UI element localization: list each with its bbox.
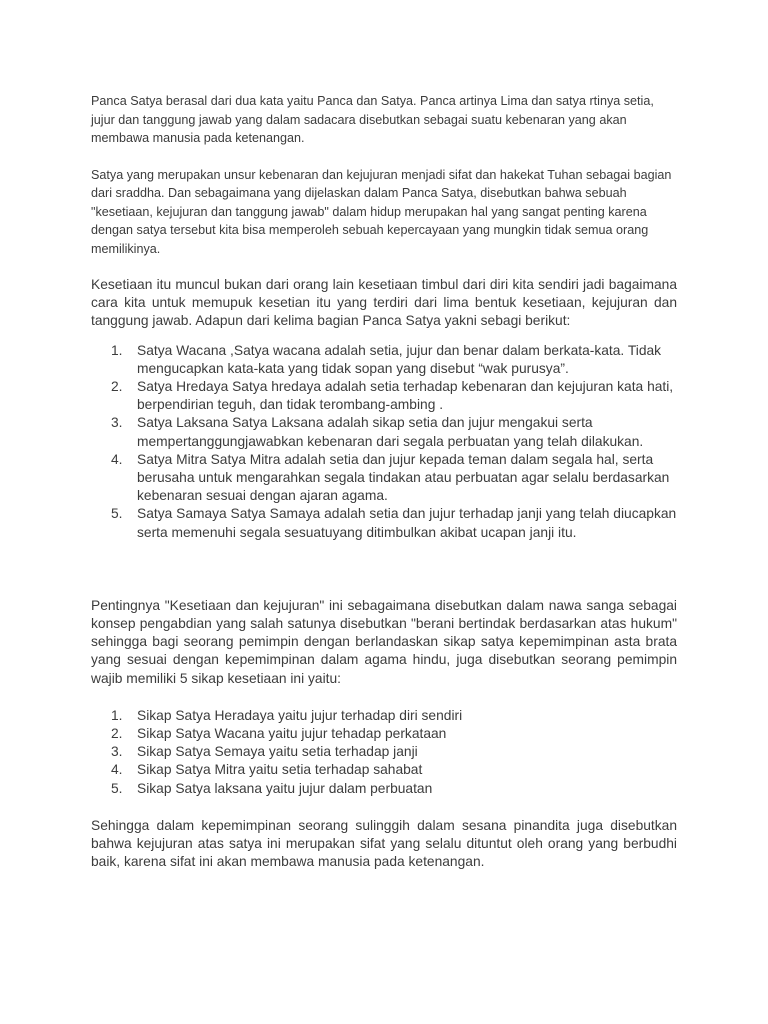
kesetiaan-paragraph: Kesetiaan itu muncul bukan dari orang lain kesetiaan timbul dari diri kita sendiri jadi bagaimana cara kita untuk memupuk kesetian itu yang terdiri dari lima bentuk kesetiaan, kejujuran dan tanggung jawab. Adapun dari kelima bagian Panca Satya yakni sebagi berikut:	[91, 277, 677, 329]
list-item	[91, 761, 677, 779]
list-item	[91, 505, 677, 541]
satya-definition-paragraph: Satya yang merupakan unsur kebenaran dan kejujuran menjadi sifat dan hakekat Tuhan sebagai bagian dari sraddha. Dan sebagaimana yang dijelaskan dalam Panca Satya, disebutkan bahwa sebuah "kesetiaan, kejujuran dan tanggung jawab" dalam hidup merupakan hal yang sangat penting karena dengan satya tersebut kita bisa memperoleh sebuah kepercayaan yang mungkin tidak semua orang memilikinya.	[91, 167, 672, 256]
list-item	[91, 743, 677, 761]
list-item-text: Sikap Satya Mitra yaitu setia terhadap sahabat	[137, 762, 423, 778]
list-item	[91, 378, 677, 414]
conclusion-paragraph: Sehingga dalam kepemimpinan seorang sulinggih dalam sesana pinandita juga disebutkan bahwa kejujuran atas satya ini merupakan sifat yang selalu dituntut oleh orang yang berbudhi baik, karena sifat ini akan membawa manusia pada ketenangan.	[91, 817, 677, 870]
list-item	[91, 414, 677, 450]
list-item-text: Sikap Satya Semaya yaitu setia terhadap janji	[137, 744, 418, 760]
intro-paragraph: Panca Satya berasal dari dua kata yaitu Panca dan Satya. Panca artinya Lima dan satya rtinya setia, jujur dan tanggung jawab yang dalam sadacara disebutkan sebagai suatu kebenaran yang akan membawa manusia pada ketenangan.	[91, 94, 654, 145]
panca-satya-list	[91, 342, 677, 542]
list-number: 5.	[111, 506, 123, 522]
list-item-text: Sikap Satya Wacana yaitu jujur tehadap perkataan	[137, 726, 447, 742]
list-number: 2.	[111, 379, 123, 395]
list-number: 1.	[111, 342, 123, 358]
list-number: 5.	[111, 780, 123, 796]
list-item-text: Sikap Satya laksana yaitu jujur dalam perbuatan	[137, 780, 433, 796]
list-number: 4.	[111, 451, 123, 467]
list-number: 2.	[111, 726, 123, 742]
list-item	[91, 780, 677, 798]
list-item-text: Satya Mitra Satya Mitra adalah setia dan jujur kepada teman dalam segala hal, serta berusaha untuk mengarahkan segala tindakan atau perbuatan agar selalu berdasarkan kebenaran sesuai dengan ajaran agama.	[137, 451, 670, 504]
list-item	[91, 725, 677, 743]
list-item	[91, 342, 677, 378]
list-item-text: Satya Wacana ,Satya wacana adalah setia, jujur dan benar dalam berkata-kata. Tidak mengucapkan kata-kata yang tidak sopan yang disebut “wak purusya”.	[137, 342, 662, 376]
list-number: 3.	[111, 744, 123, 760]
list-item-text: Satya Laksana Satya Laksana adalah sikap setia dan jujur mengakui serta mempertanggungjawabkan kebenaran dari segala perbuatan yang telah dilakukan.	[137, 415, 644, 449]
list-number: 1.	[111, 707, 123, 723]
sikap-kesetiaan-list	[91, 707, 677, 798]
list-item	[91, 451, 677, 506]
list-number: 4.	[111, 762, 123, 778]
list-number: 3.	[111, 415, 123, 431]
kepemimpinan-paragraph: Pentingnya "Kesetiaan dan kejujuran" ini sebagaimana disebutkan dalam nawa sanga sebagai konsep pengabdian yang salah satunya disebutkan "berani bertindak berdasarkan atas hukum" sehingga bagi seorang pemimpin dengan berlandaskan sikap satya kepemimpinan asta brata yang sesuai dengan kepemimpinan dalam agama hindu, juga disebutkan seorang pemimpin wajib memiliki 5 sikap kesetiaan ini yaitu:	[91, 597, 677, 686]
list-item	[91, 707, 677, 725]
list-item-text: Satya Samaya Satya Samaya adalah setia dan jujur terhadap janji yang telah diucapkan serta memenuhi segala sesuatuyang ditimbulkan akibat ucapan janji itu.	[137, 506, 677, 540]
document-page	[91, 92, 677, 871]
list-item-text: Sikap Satya Heradaya yaitu jujur terhadap diri sendiri	[137, 707, 463, 723]
list-item-text: Satya Hredaya Satya hredaya adalah setia terhadap kebenaran dan kejujuran kata hati, berpendirian teguh, dan tidak terombang-ambing .	[137, 379, 674, 413]
